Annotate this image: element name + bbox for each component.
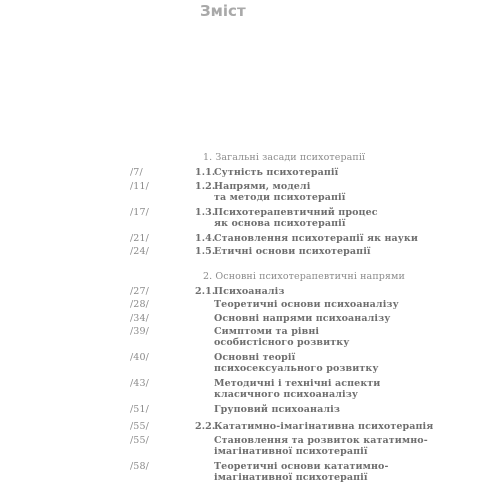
toc-section-number: 1.1.: [195, 167, 216, 178]
toc-page-number: /11/: [130, 181, 149, 192]
toc-entry-title: Груповий психоаналіз: [214, 404, 340, 415]
toc-page-number: /51/: [130, 404, 149, 415]
toc-entry-title: Становлення та розвиток кататимно- імагінативної психотерапії: [214, 435, 428, 457]
toc-section-number: 1.4.: [195, 233, 216, 244]
toc-section-number: 1.3.: [195, 207, 216, 218]
toc-page-number: /7/: [130, 167, 143, 178]
toc-page-number: /39/: [130, 326, 149, 337]
section-heading: 2. Основні психотерапевтичні напрями: [203, 271, 405, 282]
toc-entry-title: Основні теорії психосексуального розвитку: [214, 352, 379, 374]
toc-entry-title: Теоретичні основи психоаналізу: [214, 299, 399, 310]
toc-page-number: /55/: [130, 435, 149, 446]
toc-page-number: /55/: [130, 421, 149, 432]
toc-entry-title: Психотерапевтичний процес як основа психотерапії: [214, 207, 378, 229]
toc-section-number: 1.2.: [195, 181, 216, 192]
toc-section-number: 1.5.: [195, 246, 216, 257]
toc-page-number: /28/: [130, 299, 149, 310]
toc-entry-title: Психоаналіз: [214, 286, 285, 297]
toc-entry-title: Напрями, моделі та методи психотерапії: [214, 181, 346, 203]
toc-page-number: /24/: [130, 246, 149, 257]
toc-entry-title: Симптоми та рівні особистісного розвитку: [214, 326, 350, 348]
toc-page-number: /21/: [130, 233, 149, 244]
toc-entry-title: Кататимно-імагінативна психотерапія: [214, 421, 434, 432]
toc-page-number: /43/: [130, 378, 149, 389]
toc-section-number: 2.1.: [195, 286, 216, 297]
toc-entry-title: Етичні основи психотерапії: [214, 246, 371, 257]
toc-entry-title: Становлення психотерапії як науки: [214, 233, 419, 244]
section-heading: 1. Загальні засади психотерапії: [203, 152, 366, 163]
toc-entry-title: Методичні і технічні аспекти класичного психоаналізу: [214, 378, 381, 400]
toc-entry-title: Основні напрями психоаналізу: [214, 313, 391, 324]
toc-entry-title: Теоретичні основи кататимно- імагінативної психотерапії: [214, 461, 389, 483]
toc-page-number: /40/: [130, 352, 149, 363]
toc-section-number: 2.2.: [195, 421, 216, 432]
page-title: Зміст: [200, 2, 246, 20]
toc-page-number: /17/: [130, 207, 149, 218]
toc-page-number: /27/: [130, 286, 149, 297]
toc-page-number: /34/: [130, 313, 149, 324]
toc-entry-title: Сутність психотерапії: [214, 167, 339, 178]
toc-page-number: /58/: [130, 461, 149, 472]
